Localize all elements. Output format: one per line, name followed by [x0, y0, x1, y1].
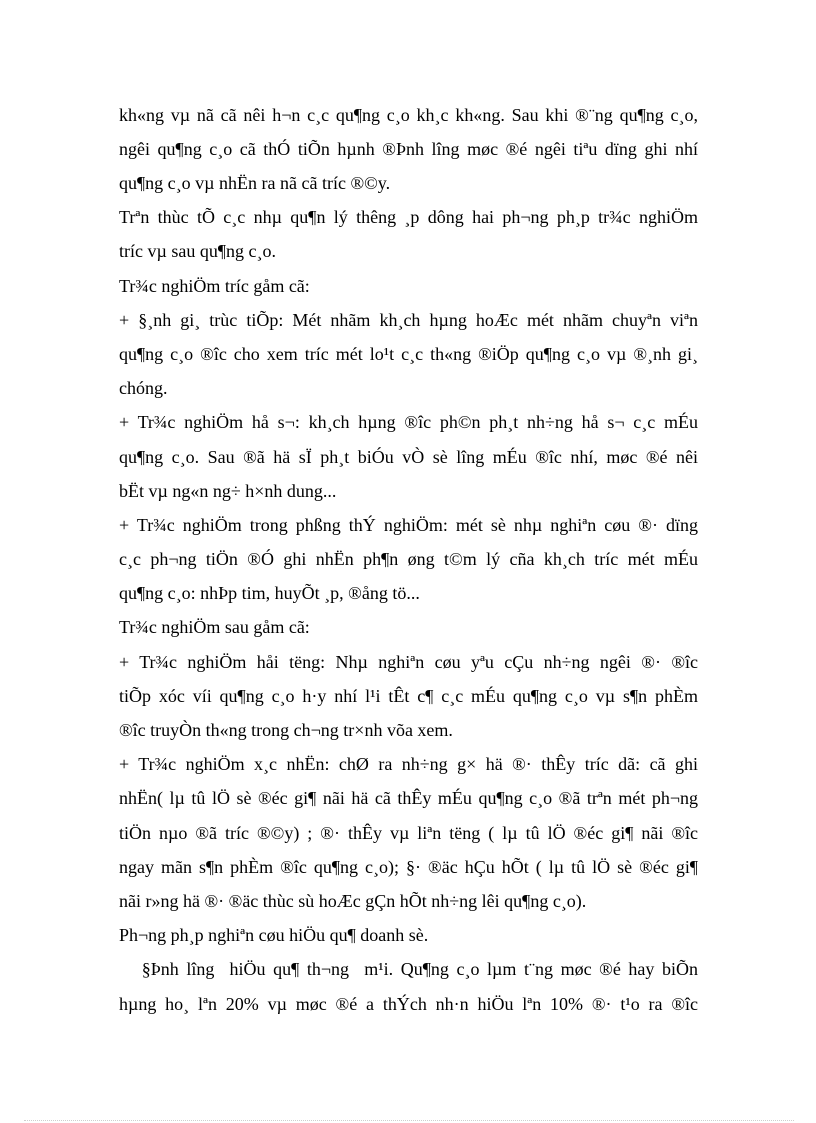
text-line: + §¸nh gi¸ trùc tiÕp: Mét nhãm kh¸ch hµng hoÆc mét nhãm chuyªn viªn [119, 310, 698, 330]
text-line: chóng. [119, 378, 168, 398]
text-line: hµng ho¸ lªn 20% vµ møc ®é a thÝch nh·n hiÖu lªn 10% ®· t¹o ra ®îc [119, 994, 698, 1014]
text-line: Tr¾c nghiÖm tríc gåm cã: [119, 276, 310, 296]
text-line: tiÖn nµo ®ã tríc ®©y) ; ®· thÊy vµ liªn tëng ( lµ tû lÖ ®éc gi¶ nãi ®îc [119, 823, 698, 843]
text-line: nhËn( lµ tû lÖ sè ®éc gi¶ nãi hä cã thÊy mÉu qu¶ng c¸o ®ã trªn mét ph¬ng [119, 788, 698, 808]
text-line: + Tr¾c nghiÖm trong phßng thÝ nghiÖm: mét sè nhµ nghiªn cøu ®· dïng [119, 515, 698, 535]
text-line: bËt vµ ng«n ng÷ h×nh dung... [119, 481, 337, 501]
text-line: ngay mãn s¶n phÈm ®îc qu¶ng c¸o); §· ®äc hÇu hÕt ( lµ tû lÖ sè ®éc gi¶ [119, 857, 698, 877]
page-bottom-divider [24, 1120, 794, 1121]
text-line: nãi r»ng hä ®· ®äc thùc sù hoÆc gÇn hÕt nh÷ng lêi qu¶ng c¸o). [119, 891, 587, 911]
text-line: Tr¾c nghiÖm sau gåm cã: [119, 617, 310, 637]
text-line: Ph¬ng ph¸p nghiªn cøu hiÖu qu¶ doanh sè. [119, 925, 429, 945]
text-line: tríc vµ sau qu¶ng c¸o. [119, 241, 276, 261]
text-line: c¸c ph¬ng tiÖn ®Ó ghi nhËn ph¶n øng t©m lý cña kh¸ch tríc mét mÉu [119, 549, 698, 569]
text-line: + Tr¾c nghiÖm x¸c nhËn: chØ ra nh÷ng g× hä ®· thÊy tríc dã: cã ghi [119, 754, 698, 774]
text-line: §Þnh lîng hiÖu qu¶ th¬ng m¹i. Qu¶ng c¸o lµm t¨ng møc ®é hay biÕn [119, 959, 698, 979]
text-line: qu¶ng c¸o vµ nhËn ra nã cã tríc ®©y. [119, 173, 391, 193]
text-line: kh«ng vµ nã cã nêi h¬n c¸c qu¶ng c¸o kh¸c kh«ng. Sau khi ®¨ng qu¶ng c¸o, [119, 105, 698, 125]
text-line: qu¶ng c¸o ®îc cho xem tríc mét lo¹t c¸c th«ng ®iÖp qu¶ng c¸o vµ ®¸nh gi¸ [119, 344, 698, 364]
text-line: ngêi qu¶ng c¸o cã thÓ tiÕn hµnh ®Þnh lîng møc ®é ngêi tiªu dïng ghi nhí [119, 139, 698, 159]
text-line: qu¶ng c¸o: nhÞp tim, huyÕt ¸p, ®ång tö... [119, 583, 420, 603]
text-line: + Tr¾c nghiÖm hå s¬: kh¸ch hµng ®îc ph©n ph¸t nh÷ng hå s¬ c¸c mÉu [119, 412, 698, 432]
text-line: Trªn thùc tÕ c¸c nhµ qu¶n lý thêng ¸p dông hai ph¬ng ph¸p tr¾c nghiÖm [119, 207, 698, 227]
text-line: + Tr¾c nghiÖm håi tëng: Nhµ nghiªn cøu yªu cÇu nh÷ng ngêi ®· ®îc [119, 652, 698, 672]
text-line: qu¶ng c¸o. Sau ®ã hä sÏ ph¸t biÓu vÒ sè lîng mÉu ®îc nhí, møc ®é nêi [119, 447, 698, 467]
text-line: tiÕp xóc víi qu¶ng c¸o h·y nhí l¹i tÊt c¶ c¸c mÉu qu¶ng c¸o vµ s¶n phÈm [119, 686, 698, 706]
text-line: ®îc truyÒn th«ng trong ch¬ng tr×nh võa xem. [119, 720, 453, 740]
